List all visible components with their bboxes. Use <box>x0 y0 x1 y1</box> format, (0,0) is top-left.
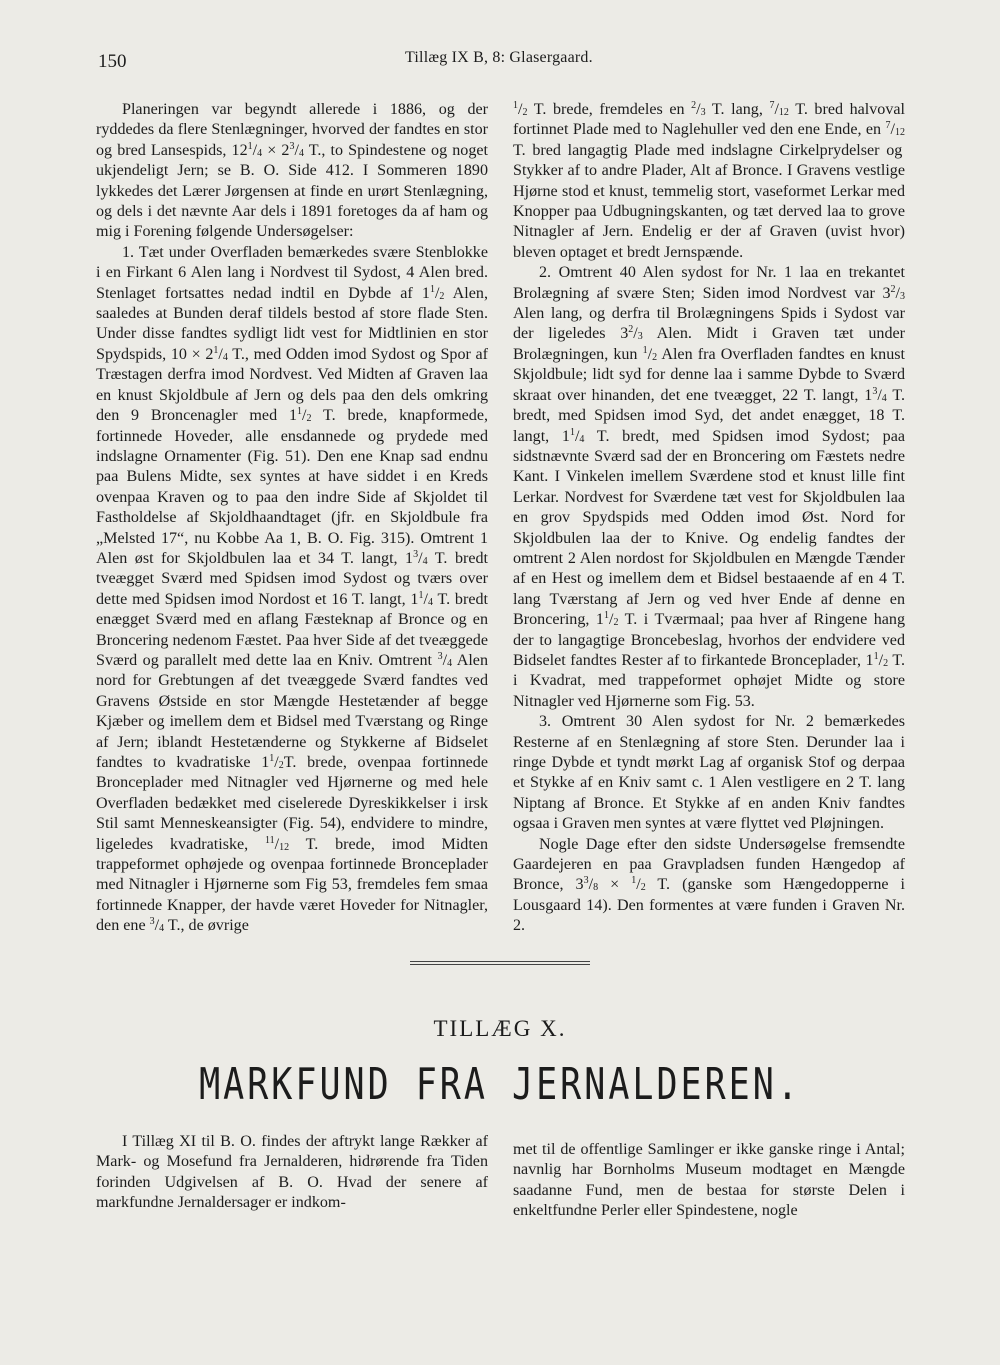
paragraph: 3. Omtrent 30 Alen sydost for Nr. 2 bemærkedes Resterne af en Stenlægning af store Sten. Derunder laa i ringe Dybde et tyndt mørkt Lag af organisk Stof og derpaa et Stykke af en Kniv samt c. 1 Alen vestligere en 2 T. lang Niptang af Bronce. Et Stykke af en anden Kniv fandtes ogsaa i Graven men syntes at være flyttet ved Pløjningen. <box>513 713 905 833</box>
left-column-top <box>96 100 488 937</box>
section-label: TILLÆG X. <box>433 1016 567 1041</box>
paragraph: $^1/_2$ T. brede, fremdeles en $^2/_3$ T. lang, $^7/_{12}$ T. bred halvoval fortinnet Plade med to Naglehuller ved den ene Ende, en $^7/_{12}$ T. bred langagtig Plade med indslagne Cirkelprydelser og Stykker af to andre Plader, Alt af Bronce. I Gravens vestlige Hjørne stod et knust, temmelig stort, vaseformet Lerkar med Knopper paa Udbugningskanten, og tæt derved laa to grove Nitnagler af Jern. Endelig er der af Graven (uvist hvor) bleven optaget et bredt Jernspænde. <box>513 100 906 261</box>
paragraph: I Tillæg XI til B. O. findes der aftrykt lange Rækker af Mark- og Mosefund fra Jernalderen, hidrørende fra Tiden forinden Udgivelsen af B. O. Hvad der senere af markfundne Jernaldersager er indkom- <box>96 1133 488 1212</box>
section-title: MARKFUND FRA JERNALDEREN. <box>199 1060 801 1110</box>
paragraph: 1. Tæt under Overfladen bemærkedes svære Stenblokke i en Firkant 6 Alen lang i Nordvest til Sydost, 4 Alen bred. Stenlaget fortsattes nedad indtil en Dybde af $1^1/_2$ Alen, saaledes at Bunden deraf tildels bestod af store flade Sten. Under disse fandtes sydligt lidt vest for Midtlinien en stor Spydspids, $10 \times 2^1/_4$ T., med Odden imod Sydost og Spor af Træstagen derfra imod Nordvest. Ved Midten af Graven laa en knust Skjoldbule af Jern og dels paa den dels omkring den 9 Broncenagler med $1^1/_2$ T. brede, knapformede, fortinnede Hoveder, alle ensdannede og prydede med indslagne Ornamenter (Fig. 51). Den ene Knap sad endnu paa Bulens Midte, sex syntes at have siddet i en Kreds ovenpaa Kraven og to paa den indre Side af Skjoldet til Fastholdelse af Skjoldhaandtaget (jfr. en Skjoldbule fra „Melsted 17“, nu Kobbe Aa 1, B. O. Fig. 315). Omtrent 1 Alen øst for Skjoldbulen laa et 34 T. langt, $1^3/_4$ T. bredt tveægget Sværd med Spidsen imod Sydost og tværs over dette med Spidsen imod Nordost et 16 T. langt, $1^1/_4$ T. bredt enægget Sværd med en aflang Fæsteknap af Bronce og en Broncering nedenom Fæstet. Paa hver Side af det tveæggede Sværd og parallelt med dette laa en Kniv. Omtrent $^3/_4$ Alen nord for Grebtungen af det tveæggede Sværd fandtes ved Gravens Østside en stor Mængde Hestetænder af begge Kjæber og imellem dem et Bidsel med Tværstang og Ringe af Jern; iblandt Hestetænderne og Stykkerne af Bidselet fandtes to kvadratiske $1^1/_2T$. brede, ovenpaa fortinnede Bronceplader med Nitnagler ved Hjørnerne og med hele Overfladen bedækket med ciselerede Dyreskikkelser i irsk Stil samt Menneskeansigter (Fig. 54), endvidere to mindre, ligeledes kvadratiske, $^{11}/_{12}$ T. brede, imod Midten trappeformet ophøjede og ovenpaa fortinnede Bronceplader med Nitnagler i Hjørnerne som Fig 53, fremdeles fem smaa fortinnede Knapper, der havde været Hoveder for Nitnagler, den ene $^3/_4$ T., de øvrige <box>96 243 489 935</box>
right-column-top <box>513 100 905 937</box>
paragraph: met til de offentlige Samlinger er ikke ganske ringe i Antal; navnlig har Bornholms Museum modtaget en Mængde saadanne Fund, men de bestaa for største Delen i enkeltfundne Perler eller Spindestene, nogle <box>513 1141 905 1220</box>
paragraph: Nogle Dage efter den sidste Undersøgelse fremsendte Gaardejeren en paa Gravpladsen funden Hængedop af Bronce, $3^3/_8 \times ^1/_2$ T. (ganske som Hængedopperne i Lousgaard 14). Den formentes at være funden i Graven Nr. 2. <box>513 835 906 935</box>
section-divider <box>410 961 590 962</box>
left-column-bottom <box>96 1132 488 1214</box>
paragraph: 2. Omtrent 40 Alen sydost for Nr. 1 laa en trekantet Brolægning af svære Sten; Siden imod Nordvest var $3^2/_3$ Alen lang, og derfra til Brolægningens Spids i Sydost var der ligeledes $3^2/_3$ Alen. Midt i Graven tæt under Brolægningen, kun $^1/_2$ Alen fra Overfladen fandtes en knust Skjoldbule; lidt syd for denne laa i samme Dybde to Sværd skraat over hinanden, det ene tveægget, 22 T. langt, $1^3/_4$ T. bredt, med Spidsen imod Syd, det andet enægget, 18 T. langt, $1^1/_4$ T. bredt, med Spidsen imod Sydost; paa sidstnævnte Sværd sad der en Broncering om Fæstets nedre Kant. I Vinkelen imellem Sværdene stod et knust lille fint Lerkar. Nordvest for Sværdene tæt vest for Skjoldbulen laa en grov Spydspids med Odden imod Øst. Nord for Skjoldbulen laa der to Knive. Og endelig fandtes der omtrent 2 Alen nordost for Skjoldbulen en Mængde Tænder af en Hest og imellem dem et Bidsel bestaaende af en 4 T. lang Tværstang af Jern og ved hver Ende af denne en Broncering, $1^1/_2$ T. i Tværmaal; paa hver af Ringene hang der to langagtige Broncebeslag, hvorhos der endvidere ved Bidselet fandtes Rester af to firkantede Bronceplader, $1^1/_2$ T. i Kvadrat, med trappeformet ophøjet Midte og store Nitnagler ved Hjørnerne som Fig. 53. <box>513 264 906 710</box>
running-head: Tillæg IX B, 8: Glasergaard. <box>405 49 593 66</box>
right-column-bottom <box>513 1140 905 1222</box>
paragraph: Planeringen var begyndt allerede i 1886, og der ryddedes da flere Stenlægninger, hvorved der fandtes en stor og bred Lansespids, $12^1/_4 \times 2^3/_4$ T., to Spindestene og noget ukjendeligt Jern; se B. O. Side 412. I Sommeren 1890 lykkedes det Lærer Jørgensen at finde en urørt Stenlægning, og dels i det nævnte Aar dels i 1891 foretoges da af ham og mig i Forening følgende Undersøgelser: <box>96 101 489 241</box>
section-divider <box>410 964 590 965</box>
page-number: 150 <box>98 51 127 72</box>
